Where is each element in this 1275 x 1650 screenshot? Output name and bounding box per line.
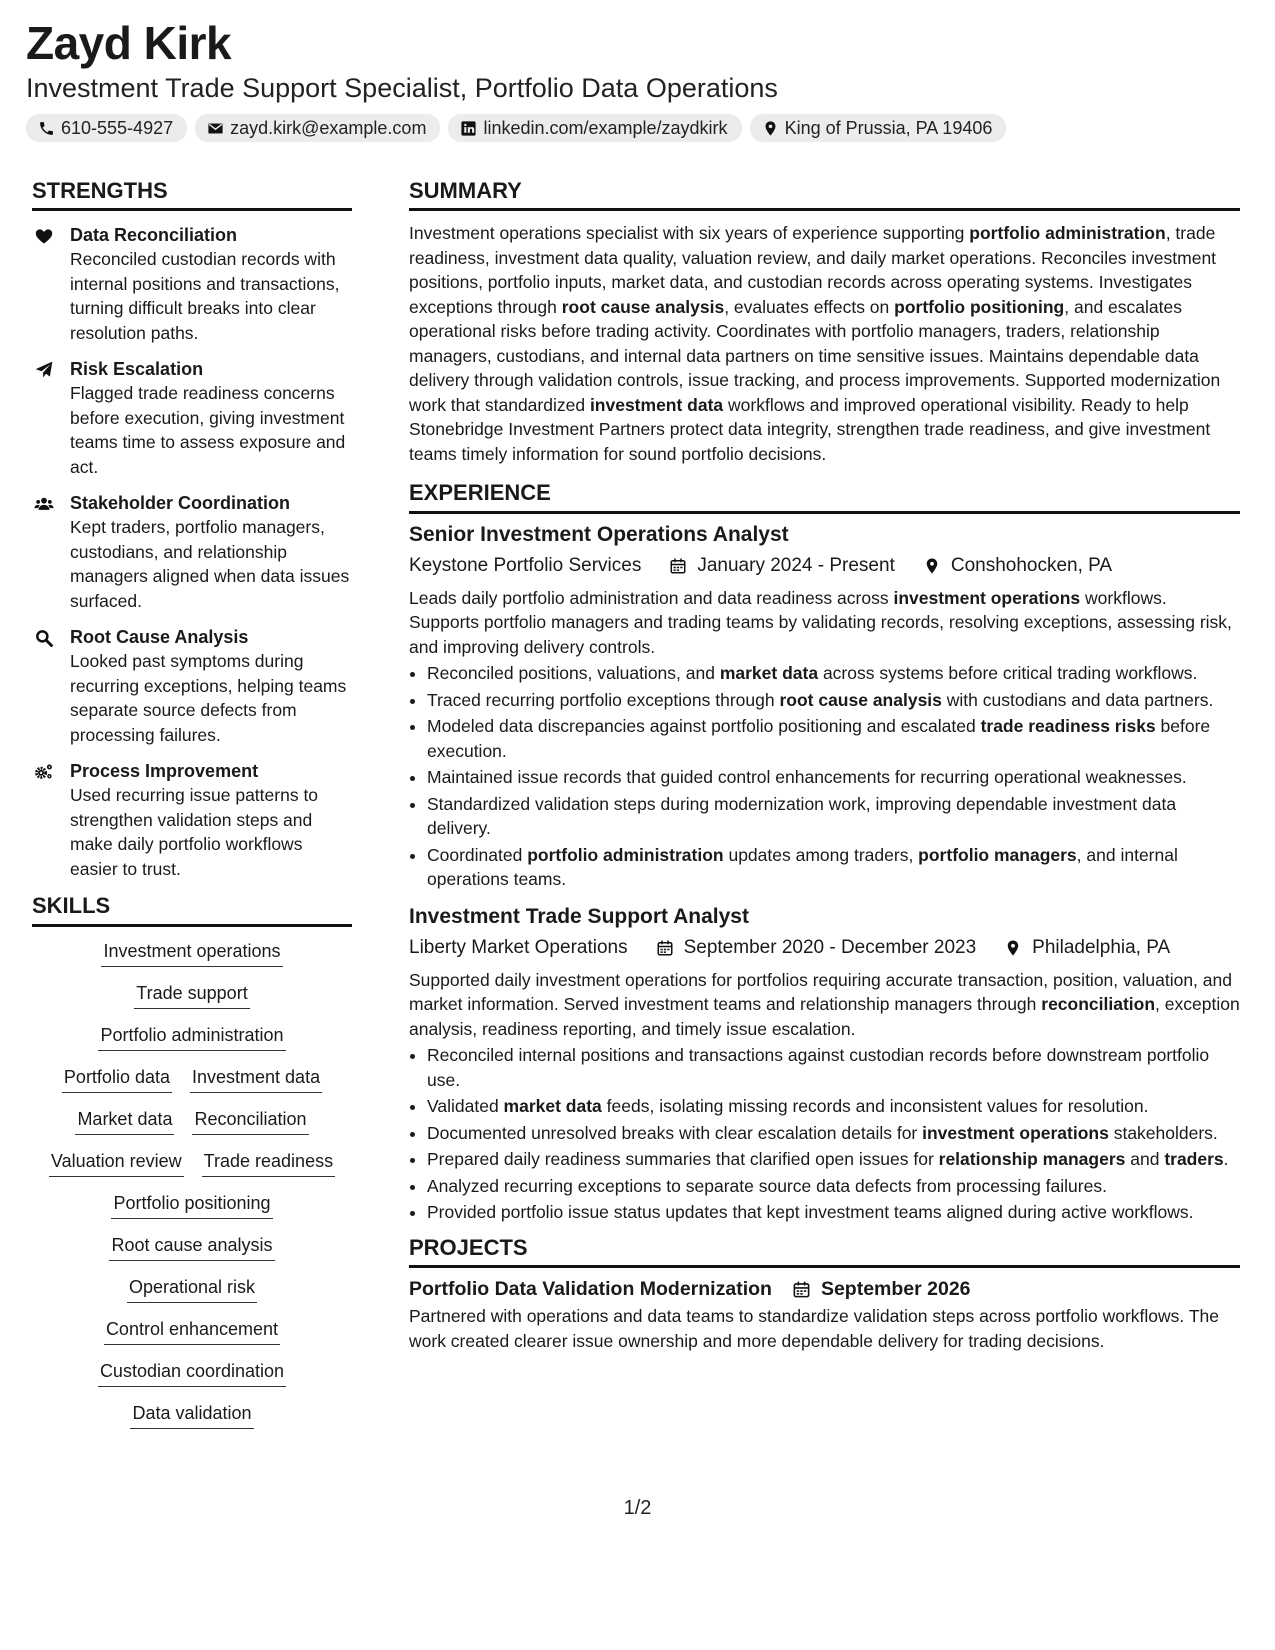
- contact-location-text: King of Prussia, PA 19406: [784, 117, 993, 138]
- strengths-list: [32, 223, 352, 881]
- strength-desc: Reconciled custodian records with internal positions and transactions, turning difficult breaks into clear resolution paths.: [70, 249, 340, 343]
- candidate-title: Investment Trade Support Specialist, Portfolio Data Operations: [26, 73, 778, 103]
- skill-row: [75, 1107, 308, 1135]
- job-bullet: [427, 1200, 1240, 1225]
- bold-keyword: portfolio administration: [527, 844, 724, 865]
- location-pin-icon: [762, 120, 779, 137]
- strength-desc: Used recurring issue patterns to strengthen validation steps and make daily portfolio workflows easier to trust.: [70, 785, 319, 879]
- skill-tag: Operational risk: [127, 1275, 257, 1303]
- text-run: with custodians and data partners.: [941, 689, 1214, 710]
- location-pin-icon: [923, 557, 941, 575]
- skill-row: [62, 1065, 322, 1093]
- skill-tag: Custodian coordination: [98, 1359, 286, 1387]
- job-bullet: [427, 1043, 1240, 1092]
- strength-item: [32, 223, 352, 345]
- job-bullet: [427, 661, 1240, 686]
- text-run: Validated: [427, 1096, 504, 1117]
- calendar-icon: [656, 939, 674, 957]
- text-run: Maintained issue records that guided control enhancements for recurring operational weaknesses.: [427, 767, 1187, 788]
- job-meta: [409, 554, 1240, 578]
- skill-row: [111, 1191, 272, 1219]
- job-dates: January 2024 - Present: [697, 554, 895, 576]
- strength-title: Risk Escalation: [70, 359, 204, 380]
- strength-title: Root Cause Analysis: [70, 627, 249, 648]
- contact-email-text: zayd.kirk@example.com: [230, 117, 427, 138]
- text-run: Investment operations specialist with six years of experience supporting: [409, 223, 970, 244]
- summary-heading: SUMMARY: [409, 178, 1240, 211]
- skill-tag: Investment data: [190, 1065, 322, 1093]
- job-location: Conshohocken, PA: [950, 554, 1113, 576]
- job-dates: September 2020 - December 2023: [683, 936, 977, 958]
- bold-keyword: relationship managers: [938, 1149, 1126, 1170]
- bold-keyword: trade readiness risks: [980, 716, 1156, 737]
- location-pin-icon: [1004, 939, 1022, 957]
- job-title: Senior Investment Operations Analyst: [409, 522, 789, 546]
- bold-keyword: market data: [503, 1096, 602, 1117]
- job-bullet: [427, 688, 1240, 713]
- skill-tag: Portfolio administration: [98, 1023, 285, 1051]
- text-run: , exception analysis, readiness reporting, and timely issue escalation.: [409, 994, 1240, 1039]
- strength-title: Stakeholder Coordination: [70, 493, 291, 514]
- job-company: Liberty Market Operations: [409, 936, 628, 958]
- text-run: Traced recurring portfolio exceptions through: [427, 689, 780, 710]
- job-bullet: [427, 1147, 1240, 1172]
- skill-tag: Valuation review: [49, 1149, 184, 1177]
- text-run: Leads daily portfolio administration and data readiness across: [409, 587, 894, 608]
- calendar-icon: [669, 557, 687, 575]
- contact-linkedin[interactable]: [448, 114, 741, 142]
- summary-text: [409, 221, 1240, 466]
- text-run: Modeled data discrepancies against portfolio positioning and escalated: [427, 716, 981, 737]
- text-run: and: [1125, 1149, 1165, 1170]
- skill-tag: Market data: [75, 1107, 174, 1135]
- users-icon: [34, 494, 54, 514]
- left-column: [32, 178, 352, 1443]
- project-date: September 2026: [820, 1278, 971, 1301]
- contact-location: [750, 114, 1007, 142]
- skill-row: [104, 1317, 280, 1345]
- strength-desc: Looked past symptoms during recurring exceptions, helping teams separate source defects from processing failures.: [70, 651, 347, 745]
- text-run: Coordinated: [427, 844, 528, 865]
- right-column: [409, 178, 1240, 1353]
- skill-row: [98, 1023, 285, 1051]
- text-run: , and internal operations teams.: [427, 844, 1178, 890]
- job-description: [409, 968, 1240, 1042]
- skill-tag: Root cause analysis: [109, 1233, 274, 1261]
- contact-bar: [26, 114, 1006, 142]
- heart-icon: [34, 226, 54, 246]
- job-bullet: [427, 1121, 1240, 1146]
- text-run: , and escalates operational risks before trading activity. Coordinates with portfolio managers, traders, relationship managers, custodians, and internal data partners on time sensitive issues. Maintains dependable data delivery through validation controls, issue tracking, and process improvements. Supported modernization work that standardized: [409, 296, 1221, 415]
- bold-keyword: portfolio positioning: [894, 296, 1065, 317]
- skills-heading: SKILLS: [32, 893, 352, 926]
- job-entry: [409, 522, 1240, 892]
- skill-tag: Portfolio data: [62, 1065, 172, 1093]
- skill-row: [98, 1359, 286, 1387]
- project-title: Portfolio Data Validation Modernization: [409, 1278, 772, 1301]
- bold-keyword: investment operations: [922, 1122, 1109, 1143]
- calendar-icon: [792, 1280, 811, 1299]
- linkedin-icon: [460, 120, 477, 137]
- skill-row: [134, 981, 249, 1009]
- job-bullet: [427, 1094, 1240, 1119]
- text-run: Standardized validation steps during modernization work, improving dependable investment data delivery.: [427, 793, 1177, 839]
- gears-icon: [34, 762, 54, 782]
- text-run: workflows. Supports portfolio managers and trading teams by validating records, resolving exceptions, assessing risk, and improving delivery controls.: [409, 587, 1232, 657]
- project-description: Partnered with operations and data teams to standardize validation steps across portfolio workflows. The work created clearer issue ownership and more dependable delivery for trading decisions.: [409, 1306, 1219, 1351]
- skill-tag: Reconciliation: [192, 1107, 308, 1135]
- bold-keyword: investment data: [589, 394, 724, 415]
- envelope-icon: [207, 120, 224, 137]
- text-run: Reconciled internal positions and transactions against custodian records before downstream portfolio use.: [427, 1045, 1210, 1090]
- skill-row: [101, 939, 282, 967]
- text-run: updates among traders,: [723, 844, 919, 865]
- job-title: Investment Trade Support Analyst: [409, 904, 749, 928]
- skill-row: [109, 1233, 274, 1261]
- strengths-heading: STRENGTHS: [32, 178, 352, 211]
- bold-keyword: root cause analysis: [561, 296, 725, 317]
- job-bullet: [427, 843, 1240, 892]
- bold-keyword: traders: [1164, 1149, 1224, 1170]
- job-bullet: [427, 714, 1240, 763]
- skill-row: [49, 1149, 335, 1177]
- text-run: across systems before critical trading workflows.: [818, 663, 1198, 684]
- bold-keyword: root cause analysis: [779, 689, 942, 710]
- text-run: .: [1223, 1149, 1229, 1170]
- text-run: workflows and improved operational visibility. Ready to help Stonebridge Investment Partners protect data integrity, strengthen trade readiness, and give investment teams timely information for sound portfolio decisions.: [409, 394, 1211, 464]
- job-bullets: [409, 661, 1240, 892]
- bold-keyword: portfolio administration: [969, 223, 1166, 244]
- job-bullet: [427, 765, 1240, 790]
- text-run: stakeholders.: [1108, 1122, 1218, 1143]
- skill-tag: Investment operations: [101, 939, 282, 967]
- job-company: Keystone Portfolio Services: [409, 554, 642, 576]
- text-run: before execution.: [427, 716, 1211, 761]
- contact-phone-text: 610-555-4927: [61, 117, 174, 138]
- strength-item: [32, 357, 352, 479]
- contact-phone[interactable]: [26, 114, 187, 142]
- text-run: Supported daily investment operations for portfolios requiring accurate transaction, position, valuation, and market information. Served investment teams and relationship managers through: [409, 969, 1232, 1015]
- bold-keyword: investment operations: [893, 587, 1081, 608]
- project-entry: [409, 1276, 1240, 1353]
- text-run: , evaluates effects on: [724, 296, 895, 317]
- contact-email[interactable]: [195, 114, 440, 142]
- job-bullets: [409, 1043, 1240, 1225]
- skill-row: [127, 1275, 257, 1303]
- project-header: [409, 1276, 1240, 1302]
- phone-icon: [38, 120, 55, 137]
- skill-tag: Control enhancement: [104, 1317, 280, 1345]
- projects-heading: PROJECTS: [409, 1235, 1240, 1268]
- skill-tag: Trade support: [134, 981, 249, 1009]
- job-entry: [409, 904, 1240, 1225]
- strength-item: [32, 625, 352, 747]
- job-description: [409, 586, 1240, 660]
- job-meta: [409, 936, 1240, 960]
- experience-heading: EXPERIENCE: [409, 480, 1240, 513]
- job-bullet: [427, 792, 1240, 841]
- strength-title: Data Reconciliation: [70, 225, 238, 246]
- candidate-name: Zayd Kirk: [26, 17, 232, 69]
- skill-tag: Portfolio positioning: [111, 1191, 272, 1219]
- search-icon: [34, 628, 54, 648]
- strength-item: [32, 491, 352, 613]
- text-run: feeds, isolating missing records and inconsistent values for resolution.: [601, 1096, 1149, 1117]
- strength-desc: Flagged trade readiness concerns before execution, giving investment teams time to assess exposure and act.: [70, 383, 346, 477]
- bold-keyword: market data: [719, 663, 819, 684]
- page-number-text: 1/2: [623, 1497, 652, 1519]
- text-run: Prepared daily readiness summaries that clarified open issues for: [427, 1149, 939, 1170]
- job-bullet: [427, 1174, 1240, 1199]
- strength-desc: Kept traders, portfolio managers, custodians, and relationship managers aligned when data issues surfaced.: [70, 517, 350, 611]
- job-location: Philadelphia, PA: [1032, 936, 1171, 958]
- skills-list: [32, 939, 352, 1443]
- skill-tag: Trade readiness: [202, 1149, 335, 1177]
- contact-linkedin-text: linkedin.com/example/zaydkirk: [483, 117, 728, 138]
- text-run: , trade readiness, investment data quality, valuation review, and daily market operations. Reconciles investment positions, portfolio inputs, market data, and custodian records across operating systems. Investigates exceptions through: [409, 223, 1217, 317]
- page-number: [0, 1497, 1275, 1520]
- bold-keyword: portfolio managers: [918, 844, 1077, 865]
- text-run: Documented unresolved breaks with clear escalation details for: [427, 1122, 923, 1143]
- strength-title: Process Improvement: [70, 761, 259, 782]
- skill-tag: Data validation: [130, 1401, 253, 1429]
- text-run: Reconciled positions, valuations, and: [427, 663, 720, 684]
- text-run: Provided portfolio issue status updates that kept investment teams aligned during active workflows.: [427, 1202, 1194, 1223]
- strength-item: [32, 759, 352, 881]
- text-run: Analyzed recurring exceptions to separate source data defects from processing failures.: [427, 1175, 1107, 1196]
- bold-keyword: reconciliation: [1041, 994, 1156, 1015]
- paper-plane-icon: [34, 360, 54, 380]
- skill-row: [130, 1401, 253, 1429]
